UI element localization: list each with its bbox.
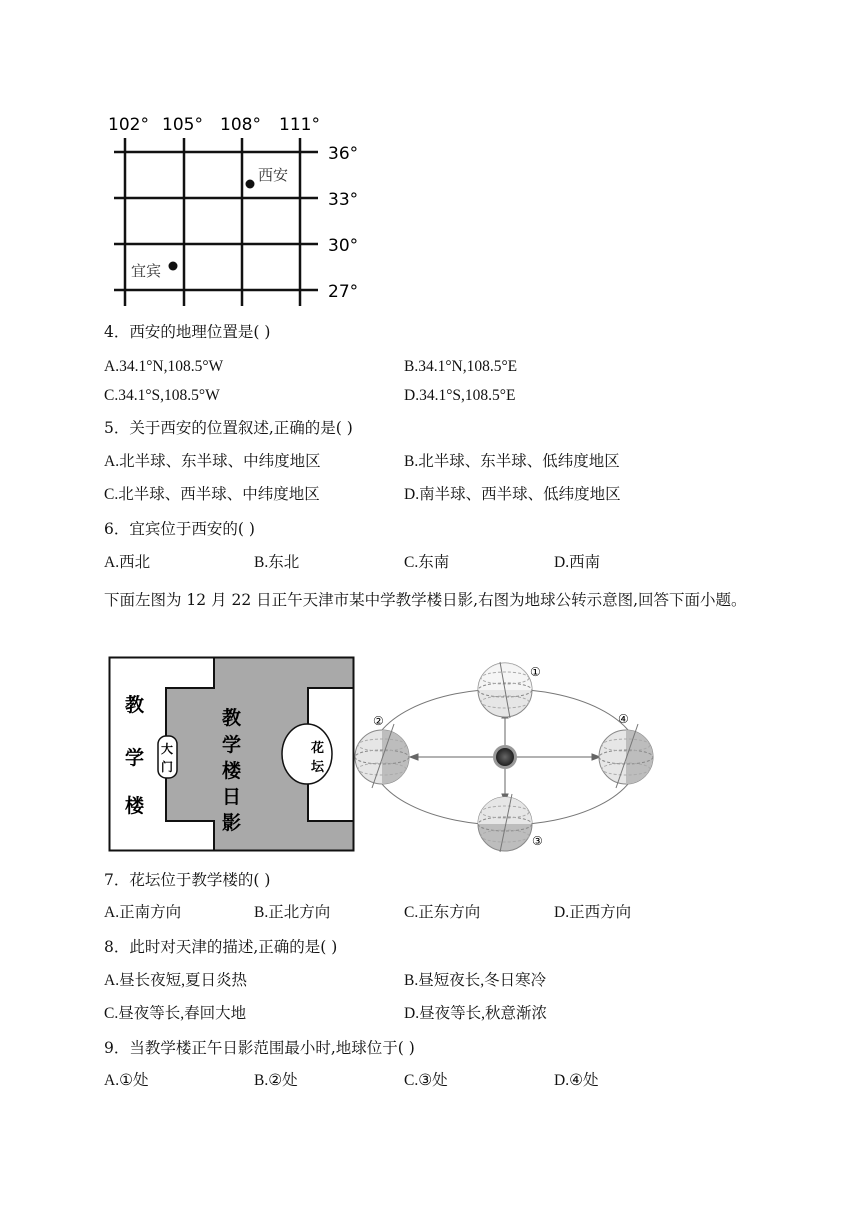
question-7-option-b[interactable]: B.正北方向 bbox=[254, 904, 331, 921]
question-4-option-c[interactable]: C.34.1°S,108.5°W bbox=[104, 387, 220, 404]
lon-label: 102° bbox=[108, 115, 149, 135]
question-8-option-d[interactable]: D.昼夜等长,秋意渐浓 bbox=[404, 1005, 547, 1022]
position-label-4: ④ bbox=[618, 712, 629, 726]
question-5-option-b[interactable]: B.北半球、东半球、低纬度地区 bbox=[404, 453, 620, 470]
flower-bed-label: 花 bbox=[311, 741, 325, 756]
building-label: 教 bbox=[125, 694, 145, 716]
lat-label: 30° bbox=[328, 236, 359, 256]
question-9-stem: 9．当教学楼正午日影范围最小时,地球位于( ) bbox=[104, 1039, 415, 1057]
question-9-option-b[interactable]: B.②处 bbox=[254, 1072, 298, 1089]
lat-label: 33° bbox=[328, 190, 359, 210]
question-7-option-c[interactable]: C.正东方向 bbox=[404, 904, 481, 921]
question-8-stem: 8．此时对天津的描述,正确的是( ) bbox=[104, 938, 338, 956]
gate-label: 门 bbox=[161, 760, 174, 774]
earth-position-2 bbox=[355, 724, 409, 788]
question-6-option-d[interactable]: D.西南 bbox=[554, 554, 601, 571]
lon-label: 105° bbox=[162, 115, 203, 135]
question-8-option-a[interactable]: A.昼长夜短,夏日炎热 bbox=[104, 972, 247, 989]
flower-bed bbox=[282, 724, 332, 784]
question-5-option-a[interactable]: A.北半球、东半球、中纬度地区 bbox=[104, 453, 321, 470]
lat-label: 36° bbox=[328, 144, 359, 164]
question-6-option-b[interactable]: B.东北 bbox=[254, 554, 300, 571]
question-9-option-d[interactable]: D.④处 bbox=[554, 1072, 599, 1089]
lat-lon-grid-map bbox=[100, 108, 380, 308]
position-label-2: ② bbox=[373, 714, 384, 728]
question-7-option-d[interactable]: D.正西方向 bbox=[554, 904, 632, 921]
question-5-option-d[interactable]: D.南半球、西半球、低纬度地区 bbox=[404, 486, 621, 503]
flower-bed-label: 坛 bbox=[311, 760, 325, 775]
lat-label: 27° bbox=[328, 282, 359, 302]
gate-label: 大 bbox=[161, 742, 174, 756]
shadow-label: 影 bbox=[222, 812, 242, 834]
question-9-option-a[interactable]: A.①处 bbox=[104, 1072, 149, 1089]
sun-icon bbox=[493, 745, 517, 769]
city-label-yibin: 宜宾 bbox=[131, 262, 162, 280]
earth-orbit-figure bbox=[350, 656, 665, 856]
question-4-option-d[interactable]: D.34.1°S,108.5°E bbox=[404, 387, 516, 404]
question-4-option-b[interactable]: B.34.1°N,108.5°E bbox=[404, 358, 518, 375]
position-label-3: ③ bbox=[532, 834, 543, 848]
position-label-1: ① bbox=[530, 665, 541, 679]
city-label-xian: 西安 bbox=[258, 166, 289, 184]
question-4-stem: 4．西安的地理位置是( ) bbox=[104, 323, 271, 341]
question-4-option-a[interactable]: A.34.1°N,108.5°W bbox=[104, 358, 224, 375]
earth-position-1 bbox=[478, 662, 532, 718]
question-8-option-c[interactable]: C.昼夜等长,春回大地 bbox=[104, 1005, 247, 1022]
building-label: 楼 bbox=[125, 795, 145, 817]
yibin-marker bbox=[169, 262, 178, 271]
lon-label: 108° bbox=[220, 115, 261, 135]
question-5-option-c[interactable]: C.北半球、西半球、中纬度地区 bbox=[104, 486, 320, 503]
lon-label: 111° bbox=[279, 115, 320, 135]
meridian-lines bbox=[125, 138, 300, 306]
question-7-stem: 7．花坛位于教学楼的( ) bbox=[104, 871, 271, 889]
question-6-option-c[interactable]: C.东南 bbox=[404, 554, 450, 571]
shadow-label: 学 bbox=[222, 734, 242, 756]
building-shadow-figure bbox=[108, 656, 356, 854]
xian-marker bbox=[246, 180, 255, 189]
earth-position-3 bbox=[478, 794, 532, 852]
shadow-label: 楼 bbox=[222, 760, 242, 782]
question-6-option-a[interactable]: A.西北 bbox=[104, 554, 151, 571]
building-label: 学 bbox=[125, 747, 145, 769]
question-5-stem: 5．关于西安的位置叙述,正确的是( ) bbox=[104, 419, 353, 437]
question-9-option-c[interactable]: C.③处 bbox=[404, 1072, 448, 1089]
question-6-stem: 6．宜宾位于西安的( ) bbox=[104, 520, 255, 538]
earth-position-4 bbox=[599, 724, 653, 788]
question-7-option-a[interactable]: A.正南方向 bbox=[104, 904, 182, 921]
shadow-label: 教 bbox=[222, 707, 242, 729]
shadow-label: 日 bbox=[222, 786, 242, 808]
intro-paragraph: 下面左图为 12 月 22 日正午天津市某中学教学楼日影,右图为地球公转示意图,回答下面小题。 bbox=[104, 591, 747, 609]
question-8-option-b[interactable]: B.昼短夜长,冬日寒冷 bbox=[404, 972, 547, 989]
